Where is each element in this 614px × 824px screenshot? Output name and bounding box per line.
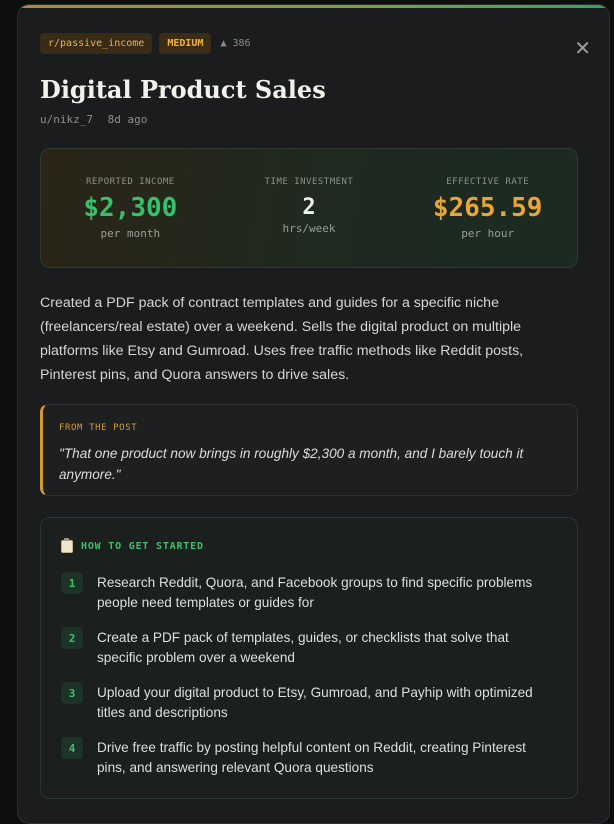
step-number: 3 <box>61 682 83 704</box>
top-accent-bar <box>18 5 609 8</box>
stat-income-value: $2,300 <box>83 193 178 223</box>
author-name[interactable]: u/nikz_7 <box>40 113 93 126</box>
close-icon[interactable]: ✕ <box>574 36 591 60</box>
step-number: 4 <box>61 737 83 759</box>
step-text: Upload your digital product to Etsy, Gumroad, and Payhip with optimized titles and descriptions <box>97 685 533 720</box>
stat-time <box>220 149 399 267</box>
stat-time-value: 2 <box>302 195 316 220</box>
stat-time-unit: hrs/week <box>282 222 336 235</box>
step-item <box>61 737 547 778</box>
quote-label: FROM THE POST <box>59 423 138 433</box>
difficulty-badge: MEDIUM <box>159 33 211 54</box>
step-number: 2 <box>61 627 83 649</box>
stat-rate <box>398 149 577 267</box>
step-item <box>61 682 547 723</box>
step-text: Create a PDF pack of templates, guides, or checklists that solve that specific problem over a weekend <box>97 630 509 665</box>
post-detail-modal <box>17 4 610 824</box>
post-quote <box>40 404 578 496</box>
post-description: Created a PDF pack of contract templates and guides for a specific niche (freelancers/real estate) over a weekend. Sells the digital product on multiple platforms like Etsy and Gumroad. Uses free traffic methods like Reddit posts, Pinterest pins, and Quora answers to drive sales. <box>40 295 524 383</box>
stat-time-label: TIME INVESTMENT <box>264 177 354 187</box>
step-item <box>61 627 547 668</box>
steps-heading-text: HOW TO GET STARTED <box>81 541 204 552</box>
clipboard-icon <box>61 540 73 553</box>
stat-income-label: REPORTED INCOME <box>85 177 175 187</box>
post-byline <box>40 113 147 126</box>
quote-text: "That one product now brings in roughly $2,300 a month, and I barely touch it anymore." <box>59 446 524 482</box>
step-text: Drive free traffic by posting helpful content on Reddit, creating Pinterest pins, and answering relevant Quora questions <box>97 740 526 775</box>
post-meta-row <box>40 33 251 54</box>
stat-rate-value: $265.59 <box>432 193 543 223</box>
step-number: 1 <box>61 572 83 594</box>
step-text: Research Reddit, Quora, and Facebook groups to find specific problems people need templates or guides for <box>97 575 533 610</box>
post-title: Digital Product Sales <box>40 75 326 104</box>
steps-heading <box>61 540 204 553</box>
subreddit-tag[interactable]: r/passive_income <box>40 33 152 54</box>
step-item <box>61 572 547 613</box>
stat-income <box>41 149 220 267</box>
stat-income-unit: per month <box>100 227 161 240</box>
post-age: 8d ago <box>107 113 148 126</box>
stats-panel <box>40 148 578 268</box>
upvote-score: ▲ 386 <box>220 38 251 49</box>
stat-rate-label: EFFECTIVE RATE <box>446 177 530 187</box>
steps-panel <box>40 517 578 799</box>
stat-rate-unit: per hour <box>461 227 515 240</box>
